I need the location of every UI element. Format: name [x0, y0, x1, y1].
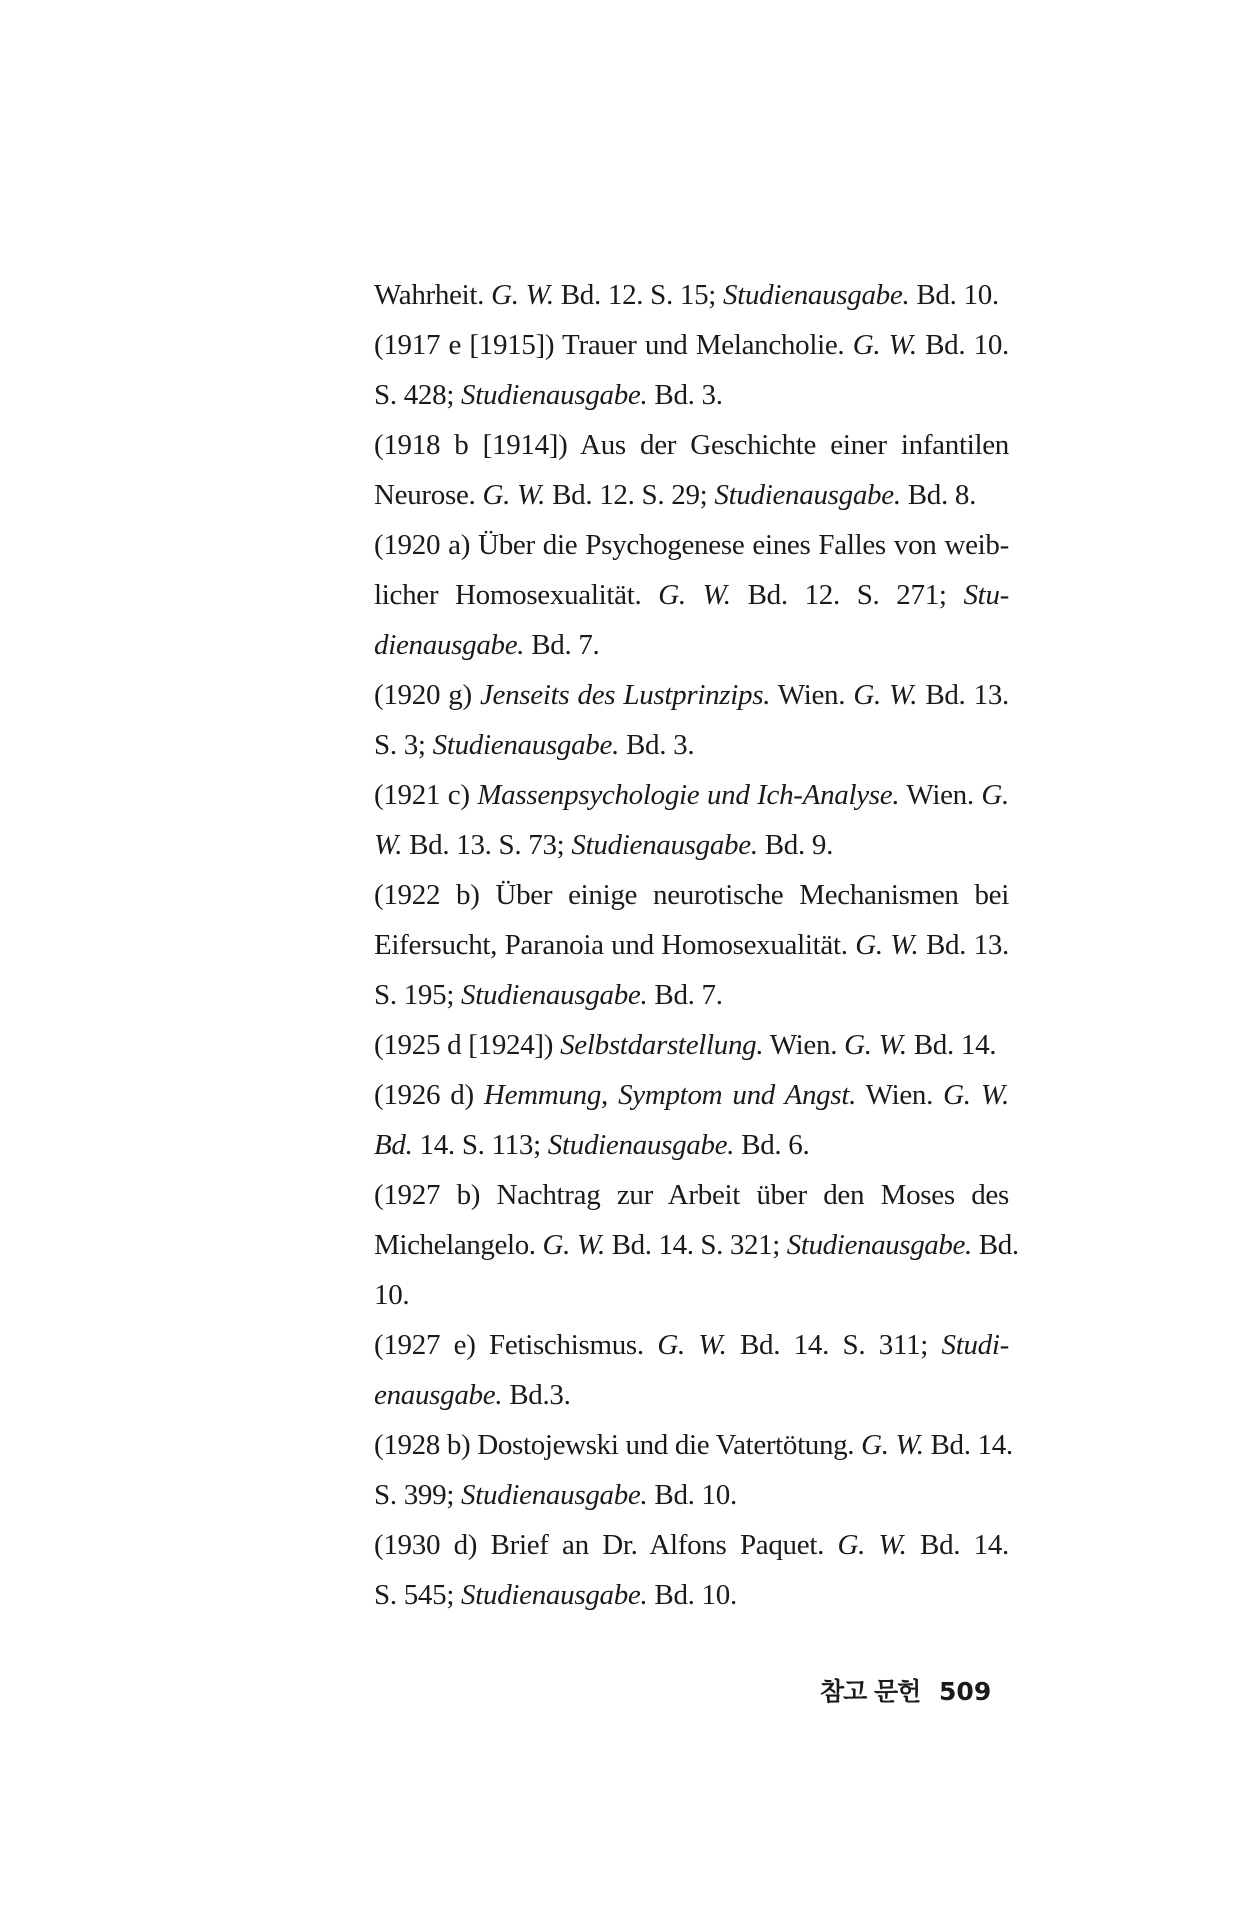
text-line [374, 870, 1009, 920]
text-line [374, 1220, 1019, 1270]
text-line [374, 1120, 1009, 1170]
text-segment: Bd. 14. [906, 1529, 1009, 1561]
section-label: 참고 문헌 [820, 1677, 921, 1706]
italic-segment: G. W. [844, 1029, 907, 1061]
text-segment: Bd. 10. [647, 1479, 737, 1511]
text-segment: Wahrheit. [374, 279, 492, 311]
text-line [374, 470, 1009, 520]
italic-segment: Massenpsychologie und Ich-Analyse. [477, 779, 900, 811]
text-segment: Bd. 7. [647, 979, 723, 1011]
text-segment: (1925 d [1924]) [374, 1029, 561, 1061]
text-segment: Bd. 13. S. 73; [402, 829, 572, 861]
text-segment: Bd. 13. [918, 929, 1009, 961]
text-segment: Bd. 12. S. 15; [553, 279, 724, 311]
italic-segment: Studienausgabe. [432, 729, 620, 761]
text-segment: S. 399; [374, 1479, 462, 1511]
text-line [374, 620, 1009, 670]
text-line [374, 270, 1009, 320]
italic-segment: Studienausgabe. [786, 1229, 972, 1261]
text-segment: Bd. 10. [647, 1579, 737, 1611]
text-line [374, 770, 1009, 820]
italic-segment: G. W. [852, 329, 917, 361]
text-line [374, 1170, 1009, 1220]
text-segment: (1930 d) Brief an Dr. Alfons Paquet. [374, 1529, 838, 1561]
text-line [374, 1020, 1009, 1070]
italic-segment: Studienausgabe. [461, 1479, 648, 1511]
text-segment: (1918 b [1914]) Aus der Geschichte einer infantilen [374, 429, 1009, 461]
italic-segment: dienausgabe. [374, 629, 525, 661]
text-line [374, 820, 1009, 870]
italic-segment: G. W. [855, 929, 919, 961]
text-segment: (1927 b) Nachtrag zur Arbeit über den Moses des [374, 1179, 1009, 1211]
text-line [374, 670, 1009, 720]
text-segment: Wien. [770, 679, 854, 711]
text-segment: Bd.3. [502, 1379, 571, 1411]
text-segment: S. 545; [374, 1579, 462, 1611]
text-line [374, 520, 1009, 570]
text-line [374, 370, 1009, 420]
italic-segment: G. [981, 779, 1009, 811]
text-segment: Bd. 7. [524, 629, 600, 661]
text-line [374, 1070, 1009, 1120]
italic-segment: Stu- [963, 579, 1009, 611]
text-segment: Bd. 14. S. 321; [604, 1229, 787, 1261]
text-segment: Wien. [763, 1029, 845, 1061]
text-segment: Eifersucht, Paranoia und Homosexualität. [374, 929, 856, 961]
text-segment: (1920 g) [374, 679, 480, 711]
text-line [374, 1370, 1009, 1420]
text-segment: licher Homosexualität. [374, 579, 659, 611]
text-segment: Bd. 10. [909, 279, 999, 311]
text-line [374, 1420, 1013, 1470]
text-segment: (1921 c) [374, 779, 478, 811]
italic-segment: Studienausgabe. [547, 1129, 735, 1161]
page-footer [820, 1672, 992, 1708]
page-number: 509 [939, 1677, 992, 1706]
italic-segment: Studienausgabe. [461, 379, 648, 411]
italic-segment: G. W. [943, 1079, 1009, 1111]
text-segment: Bd. 9. [757, 829, 834, 861]
italic-segment: Studienausgabe. [461, 979, 648, 1011]
text-segment: Bd. 14. S. 311; [726, 1329, 942, 1361]
text-line [374, 920, 1009, 970]
text-segment: Bd. 14. [923, 1429, 1013, 1461]
italic-segment: Selbstdarstellung. [560, 1029, 764, 1061]
italic-segment: G. W. [542, 1229, 605, 1261]
italic-segment: Studi- [941, 1329, 1009, 1361]
text-segment: Bd. 3. [619, 729, 695, 761]
text-line [374, 720, 1009, 770]
text-segment: Wien. [856, 1079, 944, 1111]
italic-segment: G. W. [861, 1429, 924, 1461]
text-line [374, 420, 1009, 470]
text-segment: S. 195; [374, 979, 462, 1011]
text-segment: S. 428; [374, 379, 462, 411]
text-line [374, 1320, 1009, 1370]
text-segment: Bd. 12. S. 29; [545, 479, 715, 511]
italic-segment: Studienausgabe. [461, 1579, 648, 1611]
text-segment: Bd. [971, 1229, 1019, 1261]
text-segment: Bd. 3. [647, 379, 723, 411]
text-segment: Bd. 10. [916, 329, 1009, 361]
text-segment: Wien. [899, 779, 982, 811]
italic-segment: G. W. [853, 679, 918, 711]
italic-segment: enausgabe. [374, 1379, 503, 1411]
text-segment: Bd. 14. [906, 1029, 997, 1061]
italic-segment: Studienausgabe. [714, 479, 901, 511]
italic-segment: G. W. [482, 479, 546, 511]
italic-segment: W. [374, 829, 403, 861]
text-line [374, 1570, 1009, 1620]
italic-segment: G. W. [657, 1329, 727, 1361]
text-segment: (1920 a) Über die Psychogenese eines Falles von weib- [374, 529, 1009, 561]
text-segment: (1928 b) Dostojewski und die Vatertötung. [374, 1429, 862, 1461]
italic-segment: G. W. [837, 1529, 907, 1561]
text-segment: S. 3; [374, 729, 433, 761]
bibliography-text [374, 270, 1019, 1620]
text-line [374, 1470, 1009, 1520]
italic-segment: G. W. [658, 579, 731, 611]
text-segment: Michelangelo. [374, 1229, 543, 1261]
text-segment: (1917 e [1915]) Trauer und Melancholie. [374, 329, 853, 361]
text-line [374, 320, 1009, 370]
italic-segment: Hemmung, Symptom und Angst. [483, 1079, 857, 1111]
italic-segment: Bd. [374, 1129, 413, 1161]
italic-segment: Studienausgabe. [723, 279, 910, 311]
text-segment: (1926 d) [374, 1079, 484, 1111]
text-segment: 10. [374, 1279, 410, 1311]
text-line [374, 570, 1009, 620]
italic-segment: Jenseits des Lustprinzips. [479, 679, 771, 711]
text-segment: Bd. 8. [900, 479, 977, 511]
text-segment: 14. S. 113; [412, 1129, 548, 1161]
text-segment: (1922 b) Über einige neurotische Mechanismen bei [374, 879, 1009, 911]
text-segment: Neurose. [374, 479, 483, 511]
text-segment: Bd. 6. [734, 1129, 810, 1161]
text-line [374, 1520, 1009, 1570]
italic-segment: Studienausgabe. [571, 829, 758, 861]
text-line [374, 1270, 1009, 1320]
text-segment: Bd. 13. [917, 679, 1009, 711]
text-segment: (1927 e) Fetischismus. [374, 1329, 658, 1361]
text-segment: Bd. 12. S. 271; [730, 579, 964, 611]
italic-segment: G. W. [491, 279, 554, 311]
text-line [374, 970, 1009, 1020]
